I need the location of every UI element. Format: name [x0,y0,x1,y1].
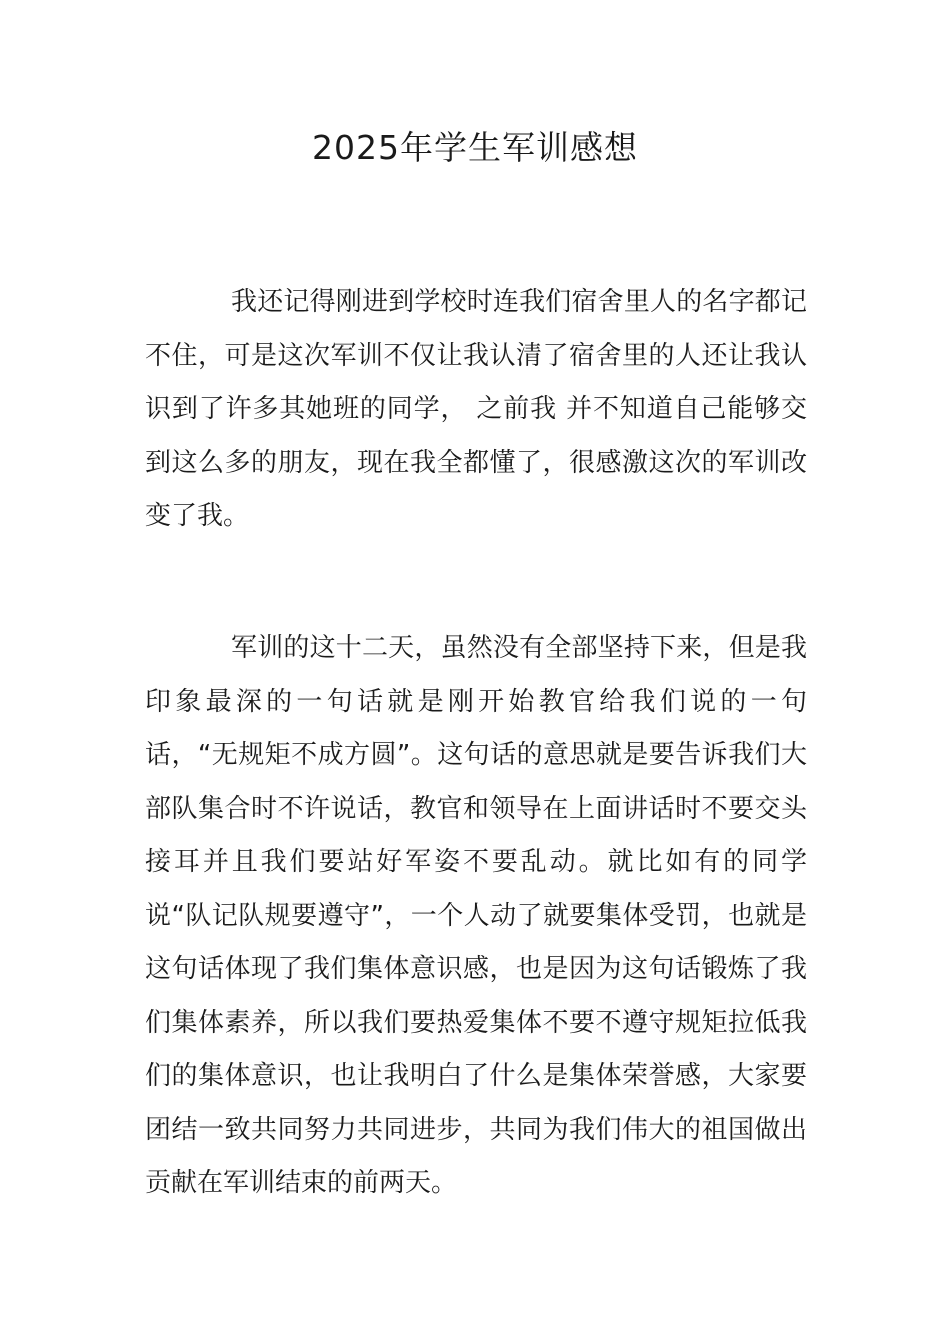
body-paragraph-2: 军训的这十二天，虽然没有全部坚持下来，但是我印象最深的一句话就是刚开始教官给我们说的一句话，“无规矩不成方圆”。这句话的意思就是要告诉我们大部队集合时不许说话，教官和领导在上面讲话时不要交头接耳并且我们要站好军姿不要乱动。就比如有的同学说“队记队规要遵守”，一个人动了就要集体受罚，也就是这句话体现了我们集体意识感，也是因为这句话锻炼了我们集体素养，所以我们要热爱集体不要不遵守规矩拉低我们的集体意识，也让我明白了什么是集体荣誉感，大家要团结一致共同努力共同进步，共同为我们伟大的祖国做出贡献在军训结束的前两天。 [145,633,807,1198]
body-paragraph-1: 我还记得刚进到学校时连我们宿舍里人的名字都记不住，可是这次军训不仅让我认清了宿舍里的人还让我认识到了许多其她班的同学， 之前我 并不知道自己能够交到这么多的朋友，现在我全都懂了，很感激这次的军训改变了我。 [145,287,807,531]
document-title: 2025年学生军训感想 [312,128,638,167]
